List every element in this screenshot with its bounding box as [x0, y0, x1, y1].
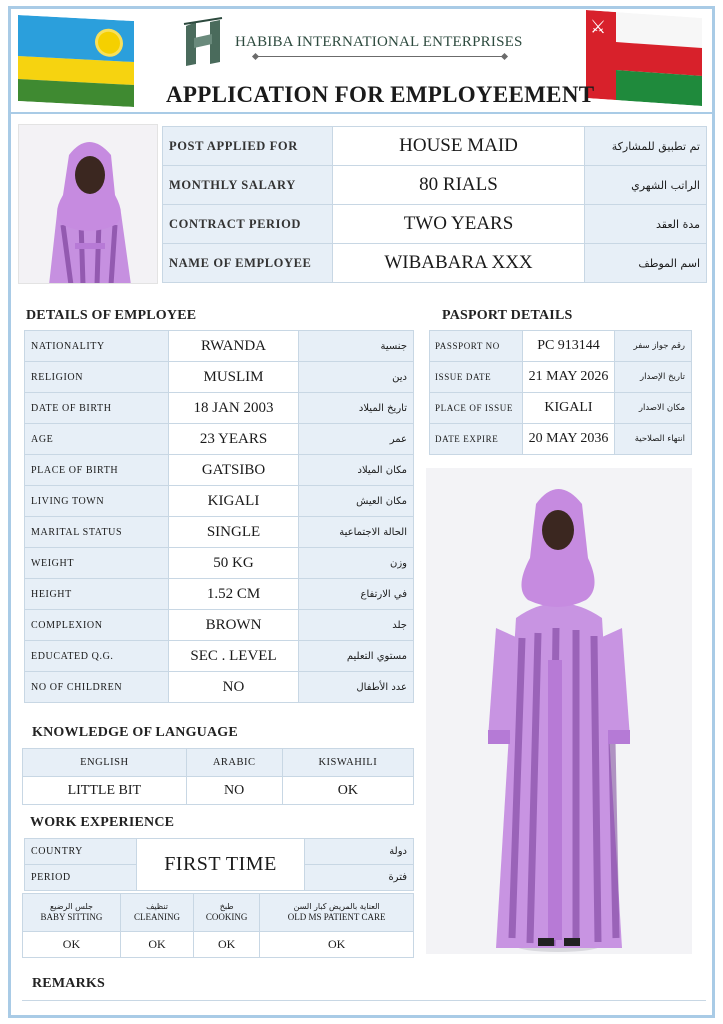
table-row [25, 548, 414, 579]
country-arabic: دولة [305, 839, 414, 865]
table-row [430, 331, 692, 362]
table-row [25, 486, 414, 517]
employee-name-value: WIBABARA XXX [333, 244, 585, 283]
detail-arabic: جنسية [299, 331, 414, 362]
english-header: ENGLISH [23, 749, 187, 777]
table-row [25, 641, 414, 672]
oman-emblem-icon: ⚔ [590, 16, 607, 39]
table-row [23, 749, 414, 777]
details-section-title: DETAILS OF EMPLOYEE [26, 308, 197, 323]
period-label: PERIOD [25, 865, 137, 891]
detail-arabic: الحالة الاجتماعية [299, 517, 414, 548]
table-row [163, 205, 707, 244]
post-applied-value: HOUSE MAID [333, 127, 585, 166]
arabic-value: NO [186, 777, 282, 805]
sun-icon [98, 31, 120, 54]
table-row [163, 166, 707, 205]
detail-label: WEIGHT [25, 548, 169, 579]
oman-flag [586, 10, 702, 106]
skills-table [22, 893, 414, 958]
detail-value: BROWN [169, 610, 299, 641]
detail-value: 1.52 CM [169, 579, 299, 610]
cooking-value: OK [194, 932, 260, 958]
detail-arabic: عمر [299, 424, 414, 455]
monthly-salary-arabic: الراتب الشهري [585, 166, 707, 205]
passport-label: PASSPORT NO [430, 331, 523, 362]
table-row [430, 393, 692, 424]
post-applied-label: POST APPLIED FOR [163, 127, 333, 166]
header-divider [11, 112, 712, 114]
company-underline [256, 56, 504, 57]
passport-label: ISSUE DATE [430, 362, 523, 393]
table-row [23, 777, 414, 805]
language-section-title: KNOWLEDGE OF LANGUAGE [32, 725, 238, 740]
page-title: APPLICATION FOR EMPLOYEEMENT [166, 82, 595, 107]
detail-arabic: عدد الأطفال [299, 672, 414, 703]
table-row [25, 362, 414, 393]
contract-period-value: TWO YEARS [333, 205, 585, 244]
cleaning-header: تنظيف CLEANING [120, 894, 193, 932]
baby-sitting-header: جلس الرضيع BABY SITTING [23, 894, 121, 932]
detail-value: RWANDA [169, 331, 299, 362]
detail-arabic: دين [299, 362, 414, 393]
table-row [23, 894, 414, 932]
detail-value: 50 KG [169, 548, 299, 579]
monthly-salary-label: MONTHLY SALARY [163, 166, 333, 205]
country-label: COUNTRY [25, 839, 137, 865]
detail-label: HEIGHT [25, 579, 169, 610]
detail-label: NATIONALITY [25, 331, 169, 362]
passport-arabic: رقم جواز سفر [615, 331, 692, 362]
table-row [23, 932, 414, 958]
passport-value: 21 MAY 2026 [523, 362, 615, 393]
table-row [25, 839, 414, 865]
english-value: LITTLE BIT [23, 777, 187, 805]
table-row [430, 362, 692, 393]
detail-label: RELIGION [25, 362, 169, 393]
employee-name-label: NAME OF EMPLOYEE [163, 244, 333, 283]
detail-value: MUSLIM [169, 362, 299, 393]
detail-label: EDUCATED Q.G. [25, 641, 169, 672]
kiswahili-value: OK [282, 777, 413, 805]
detail-label: MARITAL STATUS [25, 517, 169, 548]
detail-value: 18 JAN 2003 [169, 393, 299, 424]
remarks-title: REMARKS [32, 976, 105, 991]
table-row [25, 517, 414, 548]
table-row [25, 610, 414, 641]
work-experience-value: FIRST TIME [137, 839, 305, 891]
table-row [25, 424, 414, 455]
cleaning-value: OK [120, 932, 193, 958]
detail-arabic: مكان الميلاد [299, 455, 414, 486]
detail-label: NO OF CHILDREN [25, 672, 169, 703]
arabic-header: ARABIC [186, 749, 282, 777]
detail-arabic: وزن [299, 548, 414, 579]
passport-table [429, 330, 692, 455]
employee-photo-portrait [18, 124, 158, 284]
passport-arabic: انتهاء الصلاحية [615, 424, 692, 455]
work-section-title: WORK EXPERIENCE [30, 815, 175, 830]
detail-arabic: مكان العيش [299, 486, 414, 517]
detail-value: KIGALI [169, 486, 299, 517]
habiba-logo [180, 16, 226, 70]
passport-section-title: PASPORT DETAILS [442, 308, 573, 323]
table-row [25, 331, 414, 362]
detail-value: SEC . LEVEL [169, 641, 299, 672]
detail-value: NO [169, 672, 299, 703]
cooking-header: طبخ COOKING [194, 894, 260, 932]
baby-sitting-value: OK [23, 932, 121, 958]
detail-value: GATSIBO [169, 455, 299, 486]
period-arabic: فترة [305, 865, 414, 891]
company-name: HABIBA INTERNATIONAL ENTERPRISES [235, 34, 523, 50]
passport-value: PC 913144 [523, 331, 615, 362]
passport-value: 20 MAY 2036 [523, 424, 615, 455]
table-row [25, 579, 414, 610]
detail-value: 23 YEARS [169, 424, 299, 455]
detail-label: COMPLEXION [25, 610, 169, 641]
monthly-salary-value: 80 RIALS [333, 166, 585, 205]
table-row [25, 393, 414, 424]
passport-value: KIGALI [523, 393, 615, 424]
detail-label: DATE OF BIRTH [25, 393, 169, 424]
language-table [22, 748, 414, 805]
table-row [430, 424, 692, 455]
detail-value: SINGLE [169, 517, 299, 548]
table-row [25, 672, 414, 703]
detail-label: LIVING TOWN [25, 486, 169, 517]
work-experience-table [24, 838, 414, 891]
remarks-divider [22, 1000, 706, 1001]
employee-photo-full [426, 468, 692, 954]
rwanda-flag [18, 15, 134, 107]
table-row [163, 244, 707, 283]
employee-name-arabic: اسم الموطف [585, 244, 707, 283]
passport-arabic: تاريخ الإصدار [615, 362, 692, 393]
detail-arabic: جلد [299, 610, 414, 641]
post-applied-arabic: تم تطبيق للمشاركة [585, 127, 707, 166]
summary-table [162, 126, 707, 283]
table-row [163, 127, 707, 166]
table-row [25, 455, 414, 486]
passport-label: DATE EXPIRE [430, 424, 523, 455]
detail-label: PLACE OF BIRTH [25, 455, 169, 486]
details-table [24, 330, 414, 703]
kiswahili-header: KISWAHILI [282, 749, 413, 777]
patient-care-header: العناية بالمريض كبار السن OLD MS PATIENT CARE [260, 894, 414, 932]
passport-arabic: مكان الاصدار [615, 393, 692, 424]
patient-care-value: OK [260, 932, 414, 958]
detail-arabic: في الارتفاع [299, 579, 414, 610]
detail-arabic: تاريخ الميلاد [299, 393, 414, 424]
detail-arabic: مستوي التعليم [299, 641, 414, 672]
passport-label: PLACE OF ISSUE [430, 393, 523, 424]
contract-period-arabic: مدة العقد [585, 205, 707, 244]
contract-period-label: CONTRACT PERIOD [163, 205, 333, 244]
detail-label: AGE [25, 424, 169, 455]
